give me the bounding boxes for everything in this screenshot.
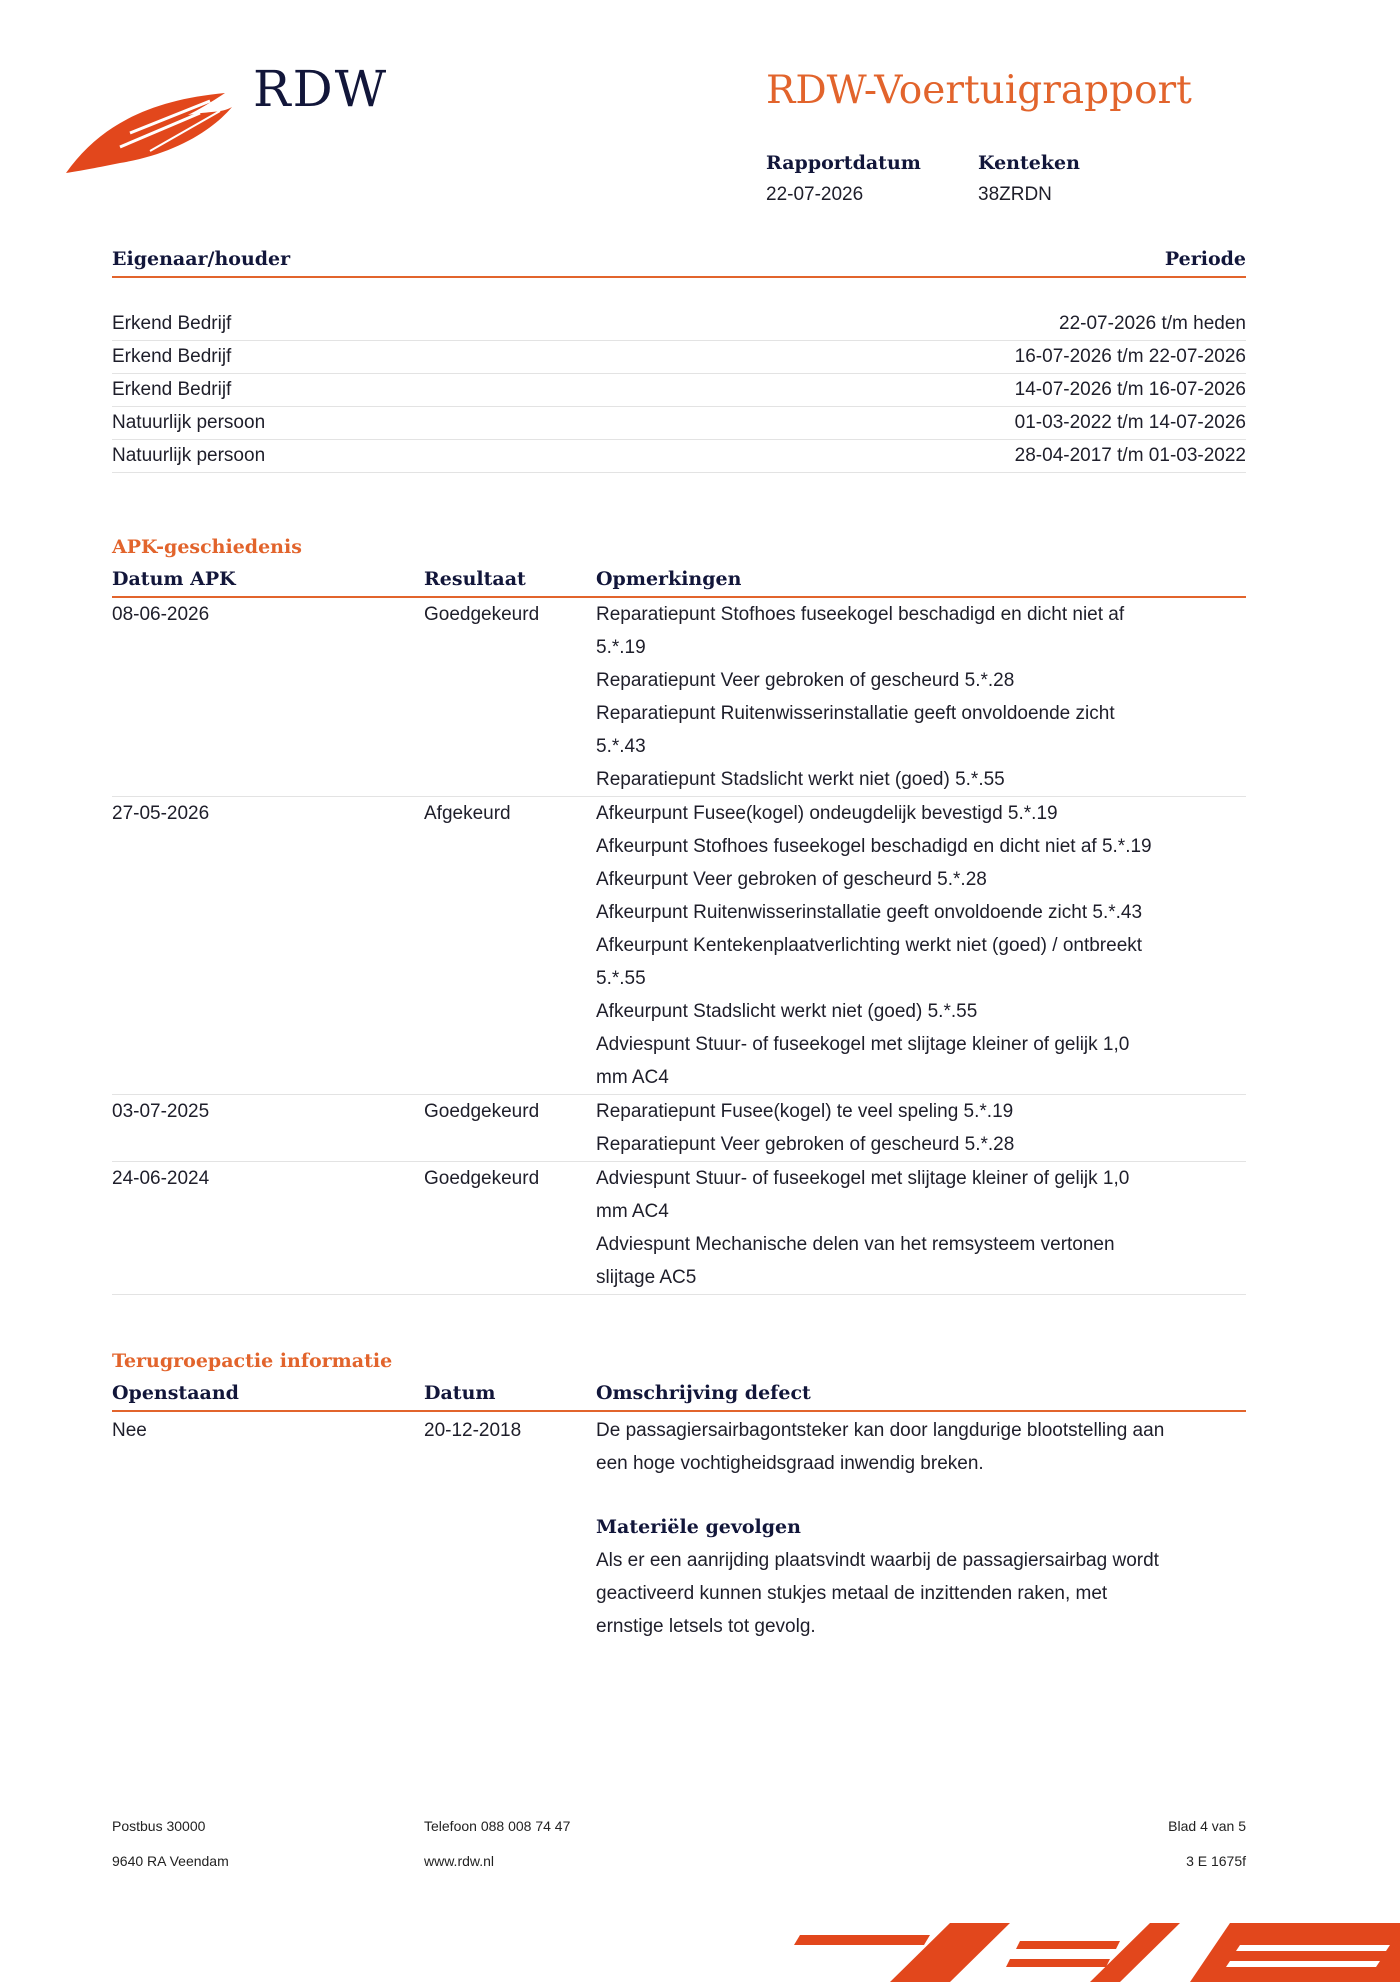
footer-website: www.rdw.nl: [424, 1853, 495, 1869]
remark-line: Reparatiepunt Veer gebroken of gescheurd 5.*.28: [596, 1134, 1015, 1155]
owner-name: Natuurlijk persoon: [112, 445, 266, 466]
report-date-value: 22-07-2026: [766, 184, 864, 205]
owner-row: [112, 374, 1246, 407]
owner-period: 14-07-2026 t/m 16-07-2026: [1014, 379, 1246, 400]
owners-header-rule: [112, 276, 1246, 278]
remark-line: 5.*.43: [596, 736, 646, 757]
recall-open-header: Openstaand: [112, 1382, 239, 1404]
remark-line: 5.*.19: [596, 637, 646, 658]
consequence-line: geactiveerd kunnen stukjes metaal de inzittenden raken, met: [596, 1583, 1108, 1604]
apk-date: 08-06-2026: [112, 604, 210, 625]
apk-section-title: APK-geschiedenis: [112, 536, 302, 558]
apk-remarks: [596, 1162, 1129, 1294]
apk-remarks-header: Opmerkingen: [596, 568, 742, 590]
remark-line: Afkeurpunt Veer gebroken of gescheurd 5.*.28: [596, 869, 987, 890]
owner-row: [112, 308, 1246, 341]
consequences-title: Materiële gevolgen: [596, 1516, 801, 1538]
remark-line: Adviespunt Stuur- of fuseekogel met slijtage kleiner of gelijk 1,0: [596, 1034, 1130, 1055]
recall-header-rule: [112, 1410, 1246, 1412]
footer-document-code: 3 E 1675f: [1186, 1853, 1246, 1869]
owner-name: Erkend Bedrijf: [112, 346, 232, 367]
consequence-line: ernstige letsels tot gevolg.: [596, 1616, 816, 1637]
apk-row: [112, 1095, 1246, 1162]
remark-line: Reparatiepunt Stadslicht werkt niet (goed) 5.*.55: [596, 769, 1005, 790]
plate-value: 38ZRDN: [978, 184, 1052, 205]
remark-line: Reparatiepunt Veer gebroken of gescheurd 5.*.28: [596, 670, 1015, 691]
apk-remarks: [596, 598, 1124, 796]
recall-open-value: Nee: [112, 1420, 147, 1441]
owner-period: 01-03-2022 t/m 14-07-2026: [1014, 412, 1246, 433]
apk-result: Afgekeurd: [424, 803, 511, 824]
apk-result-header: Resultaat: [424, 568, 526, 590]
owner-name: Natuurlijk persoon: [112, 412, 266, 433]
footer-page-number: Blad 4 van 5: [1168, 1818, 1246, 1834]
remark-line: mm AC4: [596, 1201, 669, 1222]
remark-line: Afkeurpunt Ruitenwisserinstallatie geeft onvoldoende zicht 5.*.43: [596, 902, 1143, 923]
remark-line: Afkeurpunt Fusee(kogel) ondeugdelijk bevestigd 5.*.19: [596, 803, 1058, 824]
description-line: een hoge vochtigheidsgraad inwendig breken.: [596, 1453, 984, 1474]
footer-phone: Telefoon 088 008 74 47: [424, 1818, 571, 1834]
apk-date: 27-05-2026: [112, 803, 210, 824]
recall-date-header: Datum: [424, 1382, 496, 1404]
apk-result: Goedgekeurd: [424, 1101, 540, 1122]
apk-remarks: [596, 797, 1152, 1094]
owner-row: [112, 341, 1246, 374]
owner-column-header: Eigenaar/houder: [112, 248, 291, 270]
remark-line: Adviespunt Mechanische delen van het remsysteem vertonen: [596, 1234, 1115, 1255]
apk-date: 03-07-2025: [112, 1101, 210, 1122]
remark-line: Reparatiepunt Ruitenwisserinstallatie geeft onvoldoende zicht: [596, 703, 1115, 724]
footer-address-2: 9640 RA Veendam: [112, 1853, 229, 1869]
owner-row: [112, 407, 1246, 440]
owner-period: 28-04-2017 t/m 01-03-2022: [1014, 445, 1246, 466]
report-date-label: Rapportdatum: [766, 152, 921, 174]
period-column-header: Periode: [1164, 248, 1246, 270]
apk-row: [112, 797, 1246, 1095]
recall-description: [596, 1414, 1164, 1480]
apk-date-header: Datum APK: [112, 568, 236, 590]
owner-row: [112, 440, 1246, 473]
plate-label: Kenteken: [978, 152, 1080, 174]
recall-desc-header: Omschrijving defect: [596, 1382, 811, 1404]
remark-line: Reparatiepunt Stofhoes fuseekogel beschadigd en dicht niet af: [596, 604, 1125, 625]
consequences-text: [596, 1544, 1159, 1643]
apk-remarks: [596, 1095, 1014, 1161]
consequence-line: Als er een aanrijding plaatsvindt waarbij de passagiersairbag wordt: [596, 1550, 1159, 1571]
remark-line: Reparatiepunt Fusee(kogel) te veel speling 5.*.19: [596, 1101, 1014, 1122]
page-title: RDW-Voertuigrapport: [766, 68, 1192, 113]
apk-row: [112, 1162, 1246, 1295]
apk-result: Goedgekeurd: [424, 1168, 540, 1189]
apk-result: Goedgekeurd: [424, 604, 540, 625]
footer-address-1: Postbus 30000: [112, 1818, 206, 1834]
remark-line: Afkeurpunt Kentekenplaatverlichting werkt niet (goed) / ontbreekt: [596, 935, 1143, 956]
recall-section-title: Terugroepactie informatie: [112, 1350, 393, 1372]
description-line: De passagiersairbagontsteker kan door langdurige blootstelling aan: [596, 1420, 1165, 1441]
remark-line: mm AC4: [596, 1067, 669, 1088]
owner-period: 22-07-2026 t/m heden: [1059, 313, 1246, 334]
owner-name: Erkend Bedrijf: [112, 379, 232, 400]
remark-line: Adviespunt Stuur- of fuseekogel met slijtage kleiner of gelijk 1,0: [596, 1168, 1130, 1189]
remark-line: Afkeurpunt Stadslicht werkt niet (goed) 5.*.55: [596, 1001, 978, 1022]
rdw-stripes-logo-icon: [790, 1905, 1400, 1982]
remark-line: Afkeurpunt Stofhoes fuseekogel beschadigd en dicht niet af 5.*.19: [596, 836, 1152, 857]
recall-date-value: 20-12-2018: [424, 1420, 522, 1441]
apk-row: [112, 598, 1246, 797]
logo-text: RDW: [253, 60, 389, 118]
remark-line: 5.*.55: [596, 968, 646, 989]
apk-date: 24-06-2024: [112, 1168, 210, 1189]
owner-period: 16-07-2026 t/m 22-07-2026: [1014, 346, 1246, 367]
remark-line: slijtage AC5: [596, 1267, 697, 1288]
owner-name: Erkend Bedrijf: [112, 313, 232, 334]
